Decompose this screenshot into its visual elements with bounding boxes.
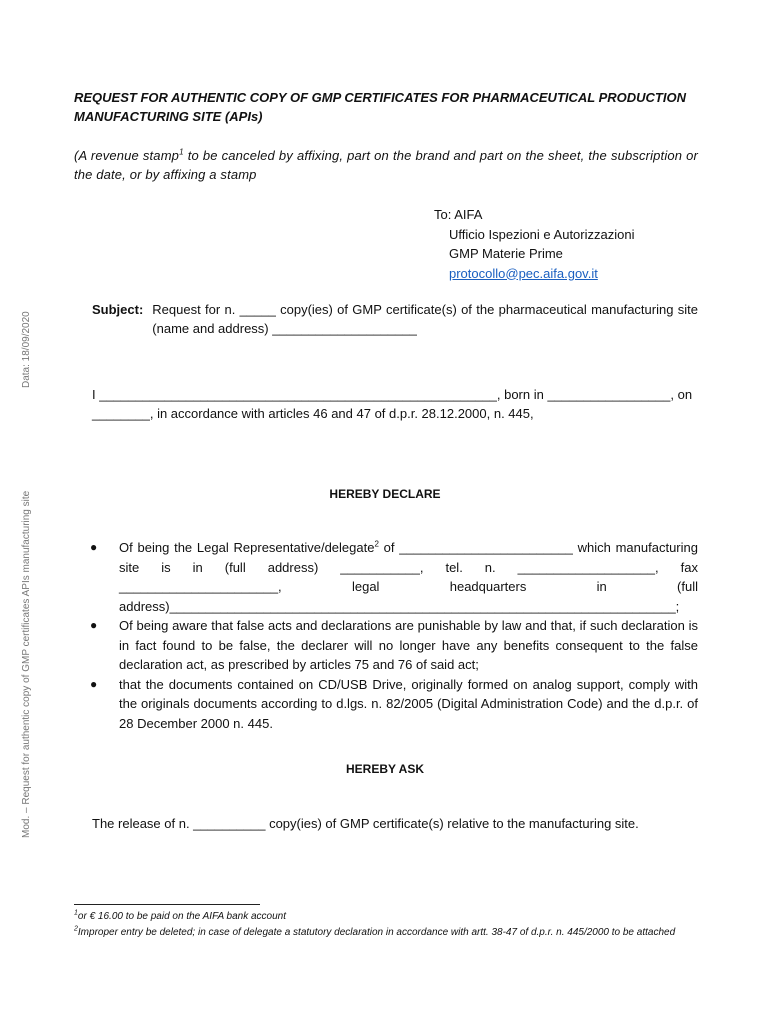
- footnote-divider: [74, 904, 260, 905]
- addressee-email-link[interactable]: protocollo@pec.aifa.gov.it: [449, 265, 598, 281]
- side-form-label: Mod. – Request for authentic copy of GMP certificates APIs manufacturing site: [21, 490, 32, 838]
- ask-heading: HEREBY ASK: [345, 762, 425, 776]
- footnote-ref-2: 2: [374, 539, 379, 549]
- addressee-department: GMP Materie Prime: [449, 246, 563, 261]
- declarant-paragraph: I _______________________________________________________, born in _________________, on ________, in accordance with articles 46 and 47 of d.p.r. 28.12.2000, n. 445,: [92, 387, 693, 421]
- document-title: REQUEST FOR AUTHENTIC COPY OF GMP CERTIFICATES FOR PHARMACEUTICAL PRODUCTION MANUFACTURING SITE (APIs): [74, 90, 686, 124]
- declare-heading: HEREBY DECLARE: [329, 487, 441, 501]
- side-date-label: Data: 18/09/2020: [21, 311, 32, 388]
- release-paragraph: The release of n. __________ copy(ies) of GMP certificate(s) relative to the manufacturing site.: [92, 816, 639, 831]
- list-item: ● Of being the Legal Representative/delegate$^2$ of ________________________ which manufacturing site is in (full address) ___________, tel. n. ___________________, fax ______________________, legal headquarters in (full address)______________________________________________________________________;: [90, 539, 698, 614]
- footnotes: [74, 909, 698, 940]
- list-item: ● that the documents contained on CD/USB Drive, originally formed on analog support, comply with the originals documents according to d.lgs. n. 82/2005 (Digital Administration Code) and the d.p.r. of 28 December 2000 n. 445.: [90, 676, 698, 731]
- list-item: ● Of being aware that false acts and declarations are punishable by law and that, if such declaration is in fact found to be false, the declarer will no longer have any benefits consequent to the false declaration act, as prescribed by articles 75 and 76 of said act;: [90, 618, 698, 672]
- subject-block: [92, 300, 698, 338]
- footnote-1: $^1$or € 16.00 to be paid on the AIFA bank account: [74, 909, 287, 922]
- addressee-block: [434, 205, 634, 283]
- declarations-list: [90, 538, 698, 733]
- addressee-line-to: To: AIFA: [434, 207, 483, 222]
- footnote-2: $^2$Improper entry be deleted; in case of delegate a statutory declaration in accordance with artt. 38-47 of d.p.r. n. 445/2000 to be attached: [74, 925, 676, 938]
- addressee-office: Ufficio Ispezioni e Autorizzazioni: [449, 226, 635, 242]
- revenue-stamp-note: (A revenue stamp$^1$ to be canceled by affixing, part on the brand and part on the sheet, the subscription or the date, or by affixing a stamp: [74, 147, 698, 182]
- subject-text: Request for n. _____ copy(ies) of GMP certificate(s) of the pharmaceutical manufacturing site (name and address) ____________________: [152, 302, 698, 336]
- subject-label: Subject:: [92, 302, 144, 317]
- footnote-ref-1: 1: [179, 147, 184, 157]
